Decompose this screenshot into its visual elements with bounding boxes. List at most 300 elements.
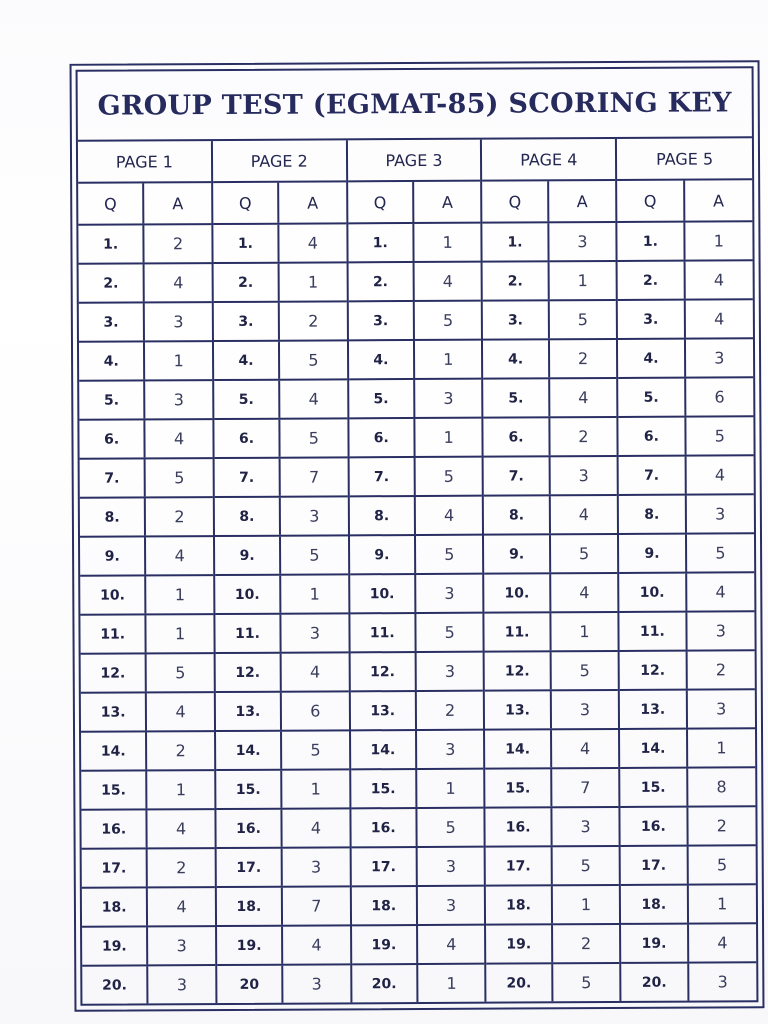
answer-value: 2 xyxy=(172,234,184,254)
answer-value: 7 xyxy=(580,778,591,798)
table-row xyxy=(486,769,619,809)
question-number: 11. xyxy=(350,614,417,651)
question-number: 1. xyxy=(348,224,415,261)
title-box xyxy=(78,68,752,142)
question-number: 15. xyxy=(216,771,283,808)
table-row xyxy=(82,966,215,1004)
question-number: 6. xyxy=(349,419,416,456)
answer-value: 3 xyxy=(715,621,726,641)
answer-value: 1 xyxy=(174,624,186,644)
question-number: 13. xyxy=(485,691,552,728)
question-number: 4. xyxy=(618,340,686,377)
table-row xyxy=(618,339,753,379)
answer-value: 4 xyxy=(311,935,322,955)
table-row xyxy=(81,654,214,694)
answer-value: 5 xyxy=(715,543,726,563)
question-number: 14. xyxy=(81,732,148,769)
table-row xyxy=(351,887,484,927)
answer-value: 5 xyxy=(309,545,320,565)
question-number: 7. xyxy=(349,458,416,495)
answer-value: 1 xyxy=(577,271,588,291)
question-number: 20. xyxy=(621,964,689,1001)
answer-value: 2 xyxy=(174,507,185,527)
table-row xyxy=(215,575,348,615)
table-row xyxy=(82,888,215,928)
answer-column-header: A xyxy=(713,190,725,210)
answer-value: 3 xyxy=(716,699,727,719)
scoring-key-frame xyxy=(70,60,765,1012)
answer-value: 5 xyxy=(577,310,588,330)
question-number: 15. xyxy=(486,769,553,806)
question-number: 7. xyxy=(214,459,281,496)
table-row xyxy=(620,729,755,769)
answer-value: 5 xyxy=(578,544,590,564)
page-column-1 xyxy=(78,141,217,1004)
answer-value: 5 xyxy=(444,622,455,642)
question-number: 12. xyxy=(485,652,552,689)
table-row xyxy=(619,495,754,535)
table-row xyxy=(214,458,347,498)
pages-grid xyxy=(78,138,757,1004)
answer-value: 1 xyxy=(309,584,320,604)
question-number: 4. xyxy=(349,341,416,378)
answer-value: 4 xyxy=(714,465,726,485)
table-row xyxy=(217,965,350,1003)
question-number: 2. xyxy=(483,262,550,299)
table-row xyxy=(620,690,755,730)
answer-value: 3 xyxy=(445,856,457,876)
answer-value: 1 xyxy=(442,232,453,252)
question-number: 15. xyxy=(81,771,148,808)
answer-value: 3 xyxy=(173,390,185,410)
answer-value: 4 xyxy=(443,505,455,525)
answer-value: 1 xyxy=(580,895,592,915)
answer-value: 1 xyxy=(310,779,321,799)
answer-value: 4 xyxy=(176,897,187,917)
answer-value: 5 xyxy=(308,350,319,370)
page-column-4 xyxy=(482,139,621,1002)
question-number: 1. xyxy=(483,223,550,260)
question-number: 11. xyxy=(620,613,688,650)
answer-value: 1 xyxy=(446,973,457,993)
question-number: 14. xyxy=(620,730,688,767)
table-row xyxy=(621,846,756,886)
question-number: 3. xyxy=(348,302,415,339)
table-row xyxy=(621,924,756,964)
question-number: 10. xyxy=(350,575,417,612)
question-number: 20. xyxy=(82,966,149,1003)
question-number: 2. xyxy=(618,262,686,299)
table-row xyxy=(352,926,485,966)
table-row xyxy=(487,964,620,1002)
question-column-header: Q xyxy=(348,182,415,222)
answer-value: 5 xyxy=(580,856,591,876)
answer-value: 3 xyxy=(445,895,457,915)
table-row xyxy=(348,302,481,342)
answer-value: 4 xyxy=(446,934,457,954)
question-number: 19. xyxy=(352,926,419,963)
table-row xyxy=(216,692,349,732)
table-row xyxy=(350,614,483,654)
answer-value: 3 xyxy=(714,348,725,368)
question-number: 16. xyxy=(351,809,418,846)
question-number: 8. xyxy=(484,496,551,533)
question-number: 10. xyxy=(215,576,282,613)
qa-header-row xyxy=(213,182,346,225)
table-row xyxy=(486,886,619,926)
scoring-key-table xyxy=(76,66,759,1006)
table-row xyxy=(216,731,349,771)
table-row xyxy=(485,730,618,770)
question-number: 14. xyxy=(216,732,283,769)
question-number: 7. xyxy=(80,459,147,496)
question-number: 8. xyxy=(215,498,282,535)
table-row xyxy=(618,300,753,340)
question-number: 14. xyxy=(485,730,552,767)
table-row xyxy=(80,615,213,655)
question-number: 5. xyxy=(349,380,416,417)
table-row xyxy=(484,379,617,419)
answer-value: 4 xyxy=(308,389,319,409)
question-number: 19. xyxy=(82,927,149,964)
table-row xyxy=(80,459,213,499)
question-number: 12. xyxy=(215,654,282,691)
page-column-5 xyxy=(617,138,756,1001)
table-row xyxy=(216,809,349,849)
answer-value: 2 xyxy=(577,349,589,369)
page-header: PAGE 1 xyxy=(78,141,211,184)
table-row xyxy=(79,420,212,460)
question-number: 9. xyxy=(484,535,551,572)
page-header: PAGE 2 xyxy=(213,140,346,183)
table-row xyxy=(620,651,755,691)
question-number: 20. xyxy=(487,964,554,1001)
page-header: PAGE 4 xyxy=(482,139,615,182)
answer-value: 5 xyxy=(443,466,455,486)
table-row xyxy=(483,223,616,263)
answer-value: 1 xyxy=(579,622,590,642)
question-number: 2. xyxy=(213,264,280,301)
question-number: 18. xyxy=(486,886,553,923)
question-number: 6. xyxy=(214,420,281,457)
answer-value: 3 xyxy=(443,388,454,408)
question-number: 18. xyxy=(621,886,689,923)
table-row xyxy=(350,536,483,576)
question-number: 17. xyxy=(82,849,149,886)
answer-value: 4 xyxy=(717,933,728,953)
answer-column-header: A xyxy=(307,193,319,213)
table-row xyxy=(349,458,482,498)
table-row xyxy=(484,496,617,536)
question-number: 10. xyxy=(619,574,687,611)
answer-value: 1 xyxy=(175,780,187,800)
answer-value: 2 xyxy=(716,816,727,836)
answer-value: 6 xyxy=(310,701,321,721)
question-number: 9. xyxy=(80,537,147,574)
table-row xyxy=(80,498,213,538)
table-row xyxy=(483,301,616,341)
answer-value: 1 xyxy=(174,585,186,605)
table-row xyxy=(216,770,349,810)
table-row xyxy=(349,341,482,381)
question-number: 19. xyxy=(217,927,284,964)
question-number: 14. xyxy=(351,731,418,768)
answer-value: 5 xyxy=(175,663,186,683)
question-number: 13. xyxy=(216,693,283,730)
answer-value: 4 xyxy=(578,505,590,525)
table-row xyxy=(216,848,349,888)
answer-value: 3 xyxy=(311,974,322,994)
table-row xyxy=(621,885,756,925)
table-row xyxy=(485,574,618,614)
question-column-header: Q xyxy=(213,183,280,223)
question-number: 18. xyxy=(82,888,149,925)
qa-header-row xyxy=(617,180,752,223)
answer-value: 4 xyxy=(173,429,185,449)
question-number: 8. xyxy=(80,498,147,535)
question-number: 1. xyxy=(78,225,145,262)
table-row xyxy=(621,807,756,847)
answer-value: 1 xyxy=(443,427,454,447)
answer-value: 3 xyxy=(579,700,591,720)
qa-header-row xyxy=(348,182,481,225)
table-row xyxy=(80,576,213,616)
table-row xyxy=(215,653,348,693)
question-number: 19. xyxy=(486,925,553,962)
table-row xyxy=(351,848,484,888)
answer-value: 3 xyxy=(580,817,591,837)
table-row xyxy=(81,771,214,811)
question-number: 8. xyxy=(619,496,687,533)
table-row xyxy=(214,341,347,381)
question-number: 17. xyxy=(351,848,418,885)
question-number: 9. xyxy=(215,537,282,574)
answer-value: 1 xyxy=(173,351,184,371)
table-row xyxy=(352,965,485,1003)
answer-value: 4 xyxy=(578,388,589,408)
answer-value: 2 xyxy=(715,660,727,680)
table-row xyxy=(619,534,754,574)
table-row xyxy=(486,925,619,965)
page-title: GROUP TEST (EGMAT-85) SCORING KEY xyxy=(97,86,732,122)
answer-value: 3 xyxy=(444,583,455,603)
qa-header-row xyxy=(483,181,616,224)
question-number: 1. xyxy=(213,225,280,262)
answer-value: 3 xyxy=(578,466,589,486)
question-number: 15. xyxy=(351,770,418,807)
answer-value: 3 xyxy=(717,972,728,992)
question-number: 13. xyxy=(620,691,688,728)
question-number: 20. xyxy=(352,965,419,1002)
answer-value: 5 xyxy=(581,973,592,993)
question-number: 5. xyxy=(618,379,686,416)
question-number: 4. xyxy=(214,342,281,379)
answer-value: 7 xyxy=(311,896,322,916)
table-row xyxy=(484,535,617,575)
question-number: 5. xyxy=(484,379,551,416)
answer-value: 4 xyxy=(442,271,453,291)
answer-value: 2 xyxy=(176,858,187,878)
question-number: 5. xyxy=(79,381,146,418)
question-column-header: Q xyxy=(78,183,145,223)
question-number: 17. xyxy=(621,847,689,884)
answer-value: 2 xyxy=(308,311,319,331)
answer-value: 1 xyxy=(445,778,456,798)
table-row xyxy=(80,537,213,577)
answer-value: 5 xyxy=(716,855,728,875)
answer-value: 4 xyxy=(714,309,725,329)
answer-value: 3 xyxy=(309,506,320,526)
table-row xyxy=(619,417,754,457)
table-row xyxy=(618,222,753,262)
table-row xyxy=(348,224,481,264)
table-row xyxy=(620,612,755,652)
answer-column-header: A xyxy=(172,193,184,213)
answer-value: 5 xyxy=(442,310,454,330)
answer-value: 6 xyxy=(714,387,725,407)
answer-value: 5 xyxy=(308,428,320,448)
table-row xyxy=(483,262,616,302)
answer-value: 2 xyxy=(578,427,589,447)
page-header: PAGE 3 xyxy=(348,140,481,183)
table-row xyxy=(82,927,215,967)
question-number: 16. xyxy=(81,810,148,847)
answer-value: 5 xyxy=(444,544,455,564)
answer-value: 4 xyxy=(579,583,590,603)
question-number: 11. xyxy=(215,615,282,652)
answer-value: 3 xyxy=(445,739,456,759)
table-row xyxy=(486,847,619,887)
answer-value: 1 xyxy=(307,272,319,292)
table-row xyxy=(81,693,214,733)
question-number: 11. xyxy=(80,615,147,652)
answer-value: 3 xyxy=(173,312,184,332)
answer-value: 4 xyxy=(713,270,725,290)
answer-value: 4 xyxy=(173,273,184,293)
question-number: 17. xyxy=(486,847,553,884)
question-number: 6. xyxy=(619,418,687,455)
table-row xyxy=(214,380,347,420)
question-number: 13. xyxy=(350,692,417,729)
answer-value: 1 xyxy=(713,231,724,251)
table-row xyxy=(348,263,481,303)
table-row xyxy=(618,378,753,418)
question-number: 2. xyxy=(79,264,146,301)
question-number: 1. xyxy=(618,223,686,260)
question-number: 4. xyxy=(483,340,550,377)
table-row xyxy=(483,340,616,380)
answer-value: 1 xyxy=(443,349,454,369)
page-column-3 xyxy=(348,140,487,1003)
table-row xyxy=(486,808,619,848)
answer-column-header: A xyxy=(576,191,588,211)
table-row xyxy=(485,652,618,692)
table-row xyxy=(79,264,212,304)
table-row xyxy=(350,575,483,615)
question-number: 11. xyxy=(485,613,552,650)
page-header: PAGE 5 xyxy=(617,138,752,181)
answer-value: 4 xyxy=(715,582,726,602)
question-number: 18. xyxy=(351,887,418,924)
question-number: 12. xyxy=(81,654,148,691)
answer-column-header: A xyxy=(441,192,453,212)
table-row xyxy=(484,457,617,497)
table-row xyxy=(82,849,215,889)
question-number: 3. xyxy=(483,301,550,338)
question-number: 10. xyxy=(80,576,147,613)
table-row xyxy=(81,732,214,772)
question-number: 16. xyxy=(486,808,553,845)
answer-value: 5 xyxy=(579,661,590,681)
question-number: 8. xyxy=(349,497,416,534)
question-number: 4. xyxy=(79,342,146,379)
table-row xyxy=(349,419,482,459)
answer-value: 8 xyxy=(716,777,727,797)
table-row xyxy=(213,263,346,303)
table-row xyxy=(618,261,753,301)
question-number: 5. xyxy=(214,381,281,418)
table-row xyxy=(217,887,350,927)
question-number: 6. xyxy=(79,420,146,457)
answer-value: 2 xyxy=(580,934,592,954)
answer-value: 4 xyxy=(310,818,322,838)
answer-value: 4 xyxy=(174,546,185,566)
question-number: 20 xyxy=(217,966,284,1003)
table-row xyxy=(214,419,347,459)
answer-value: 7 xyxy=(308,467,320,487)
table-row xyxy=(619,573,754,613)
table-row xyxy=(621,963,756,1001)
table-row xyxy=(213,224,346,264)
question-number: 3. xyxy=(214,303,281,340)
question-column-header: Q xyxy=(483,181,550,221)
table-row xyxy=(79,342,212,382)
answer-value: 3 xyxy=(577,232,588,252)
answer-value: 5 xyxy=(445,817,456,837)
table-row xyxy=(619,456,754,496)
answer-value: 3 xyxy=(176,936,187,956)
table-row xyxy=(350,653,483,693)
table-row xyxy=(351,809,484,849)
table-row xyxy=(215,536,348,576)
table-row xyxy=(484,418,617,458)
question-number: 9. xyxy=(350,536,417,573)
question-number: 12. xyxy=(620,652,688,689)
answer-value: 4 xyxy=(175,819,187,839)
table-row xyxy=(214,302,347,342)
question-number: 12. xyxy=(350,653,417,690)
table-row xyxy=(350,692,483,732)
table-row xyxy=(351,731,484,771)
page-column-2 xyxy=(213,140,352,1003)
table-row xyxy=(485,691,618,731)
table-row xyxy=(349,497,482,537)
qa-header-row xyxy=(78,183,211,226)
question-number: 16. xyxy=(216,810,283,847)
question-number: 3. xyxy=(79,303,146,340)
answer-value: 5 xyxy=(174,468,185,488)
answer-value: 1 xyxy=(717,894,728,914)
question-number: 9. xyxy=(619,535,687,572)
question-number: 6. xyxy=(484,418,551,455)
answer-value: 3 xyxy=(309,623,321,643)
answer-value: 5 xyxy=(714,426,725,446)
table-row xyxy=(215,614,348,654)
table-row xyxy=(79,303,212,343)
answer-value: 1 xyxy=(716,738,727,758)
table-row xyxy=(485,613,618,653)
question-number: 19. xyxy=(621,925,689,962)
